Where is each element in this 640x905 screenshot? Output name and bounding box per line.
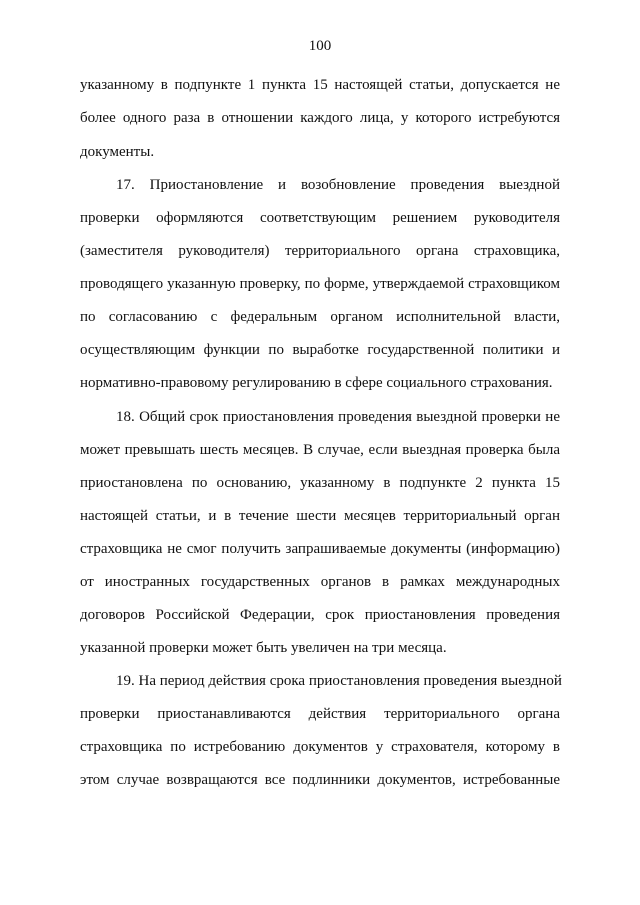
text-line: указанной проверки может быть увеличен на три месяца. bbox=[80, 640, 447, 656]
text-line: осуществляющим функции по выработке государственной политики и bbox=[80, 342, 560, 358]
text-line: проверки приостанавливаются действия территориального органа bbox=[80, 706, 560, 722]
text-line: этом случае возвращаются все подлинники документов, истребованные bbox=[80, 772, 560, 788]
text-line: договоров Российской Федерации, срок приостановления проведения bbox=[80, 607, 560, 623]
text-line: проверки оформляются соответствующим решением руководителя bbox=[80, 210, 560, 226]
text-line: приостановлена по основанию, указанному в подпункте 2 пункта 15 bbox=[80, 475, 560, 491]
text-line: документы. bbox=[80, 144, 155, 160]
text-line: страховщика не смог получить запрашиваемые документы (информацию) bbox=[80, 541, 560, 557]
text-line: страховщика по истребованию документов у страхователя, которому в bbox=[80, 739, 560, 755]
text-line: проводящего указанную проверку, по форме, утверждаемой страховщиком bbox=[80, 276, 560, 292]
text-line: нормативно-правовому регулированию в сфере социального страхования. bbox=[80, 375, 553, 391]
page-number: 100 bbox=[308, 38, 332, 54]
text-line: может превышать шесть месяцев. В случае, если выездная проверка была bbox=[80, 442, 560, 458]
text-line: (заместителя руководителя) территориального органа страховщика, bbox=[80, 243, 560, 259]
text-line: более одного раза в отношении каждого лица, у которого истребуются bbox=[80, 110, 560, 126]
paragraph-18-start: 18. Общий срок приостановления проведения выездной проверки не bbox=[116, 409, 560, 425]
paragraph-19-start: 19. На период действия срока приостановления проведения выездной bbox=[116, 673, 562, 689]
text-line: по согласованию с федеральным органом исполнительной власти, bbox=[80, 309, 560, 325]
text-line: настоящей статьи, и в течение шести месяцев территориальный орган bbox=[80, 508, 560, 524]
paragraph-17-start: 17. Приостановление и возобновление проведения выездной bbox=[116, 177, 560, 193]
text-line: указанному в подпункте 1 пункта 15 настоящей статьи, допускается не bbox=[80, 77, 560, 93]
text-line: от иностранных государственных органов в рамках международных bbox=[80, 574, 560, 590]
